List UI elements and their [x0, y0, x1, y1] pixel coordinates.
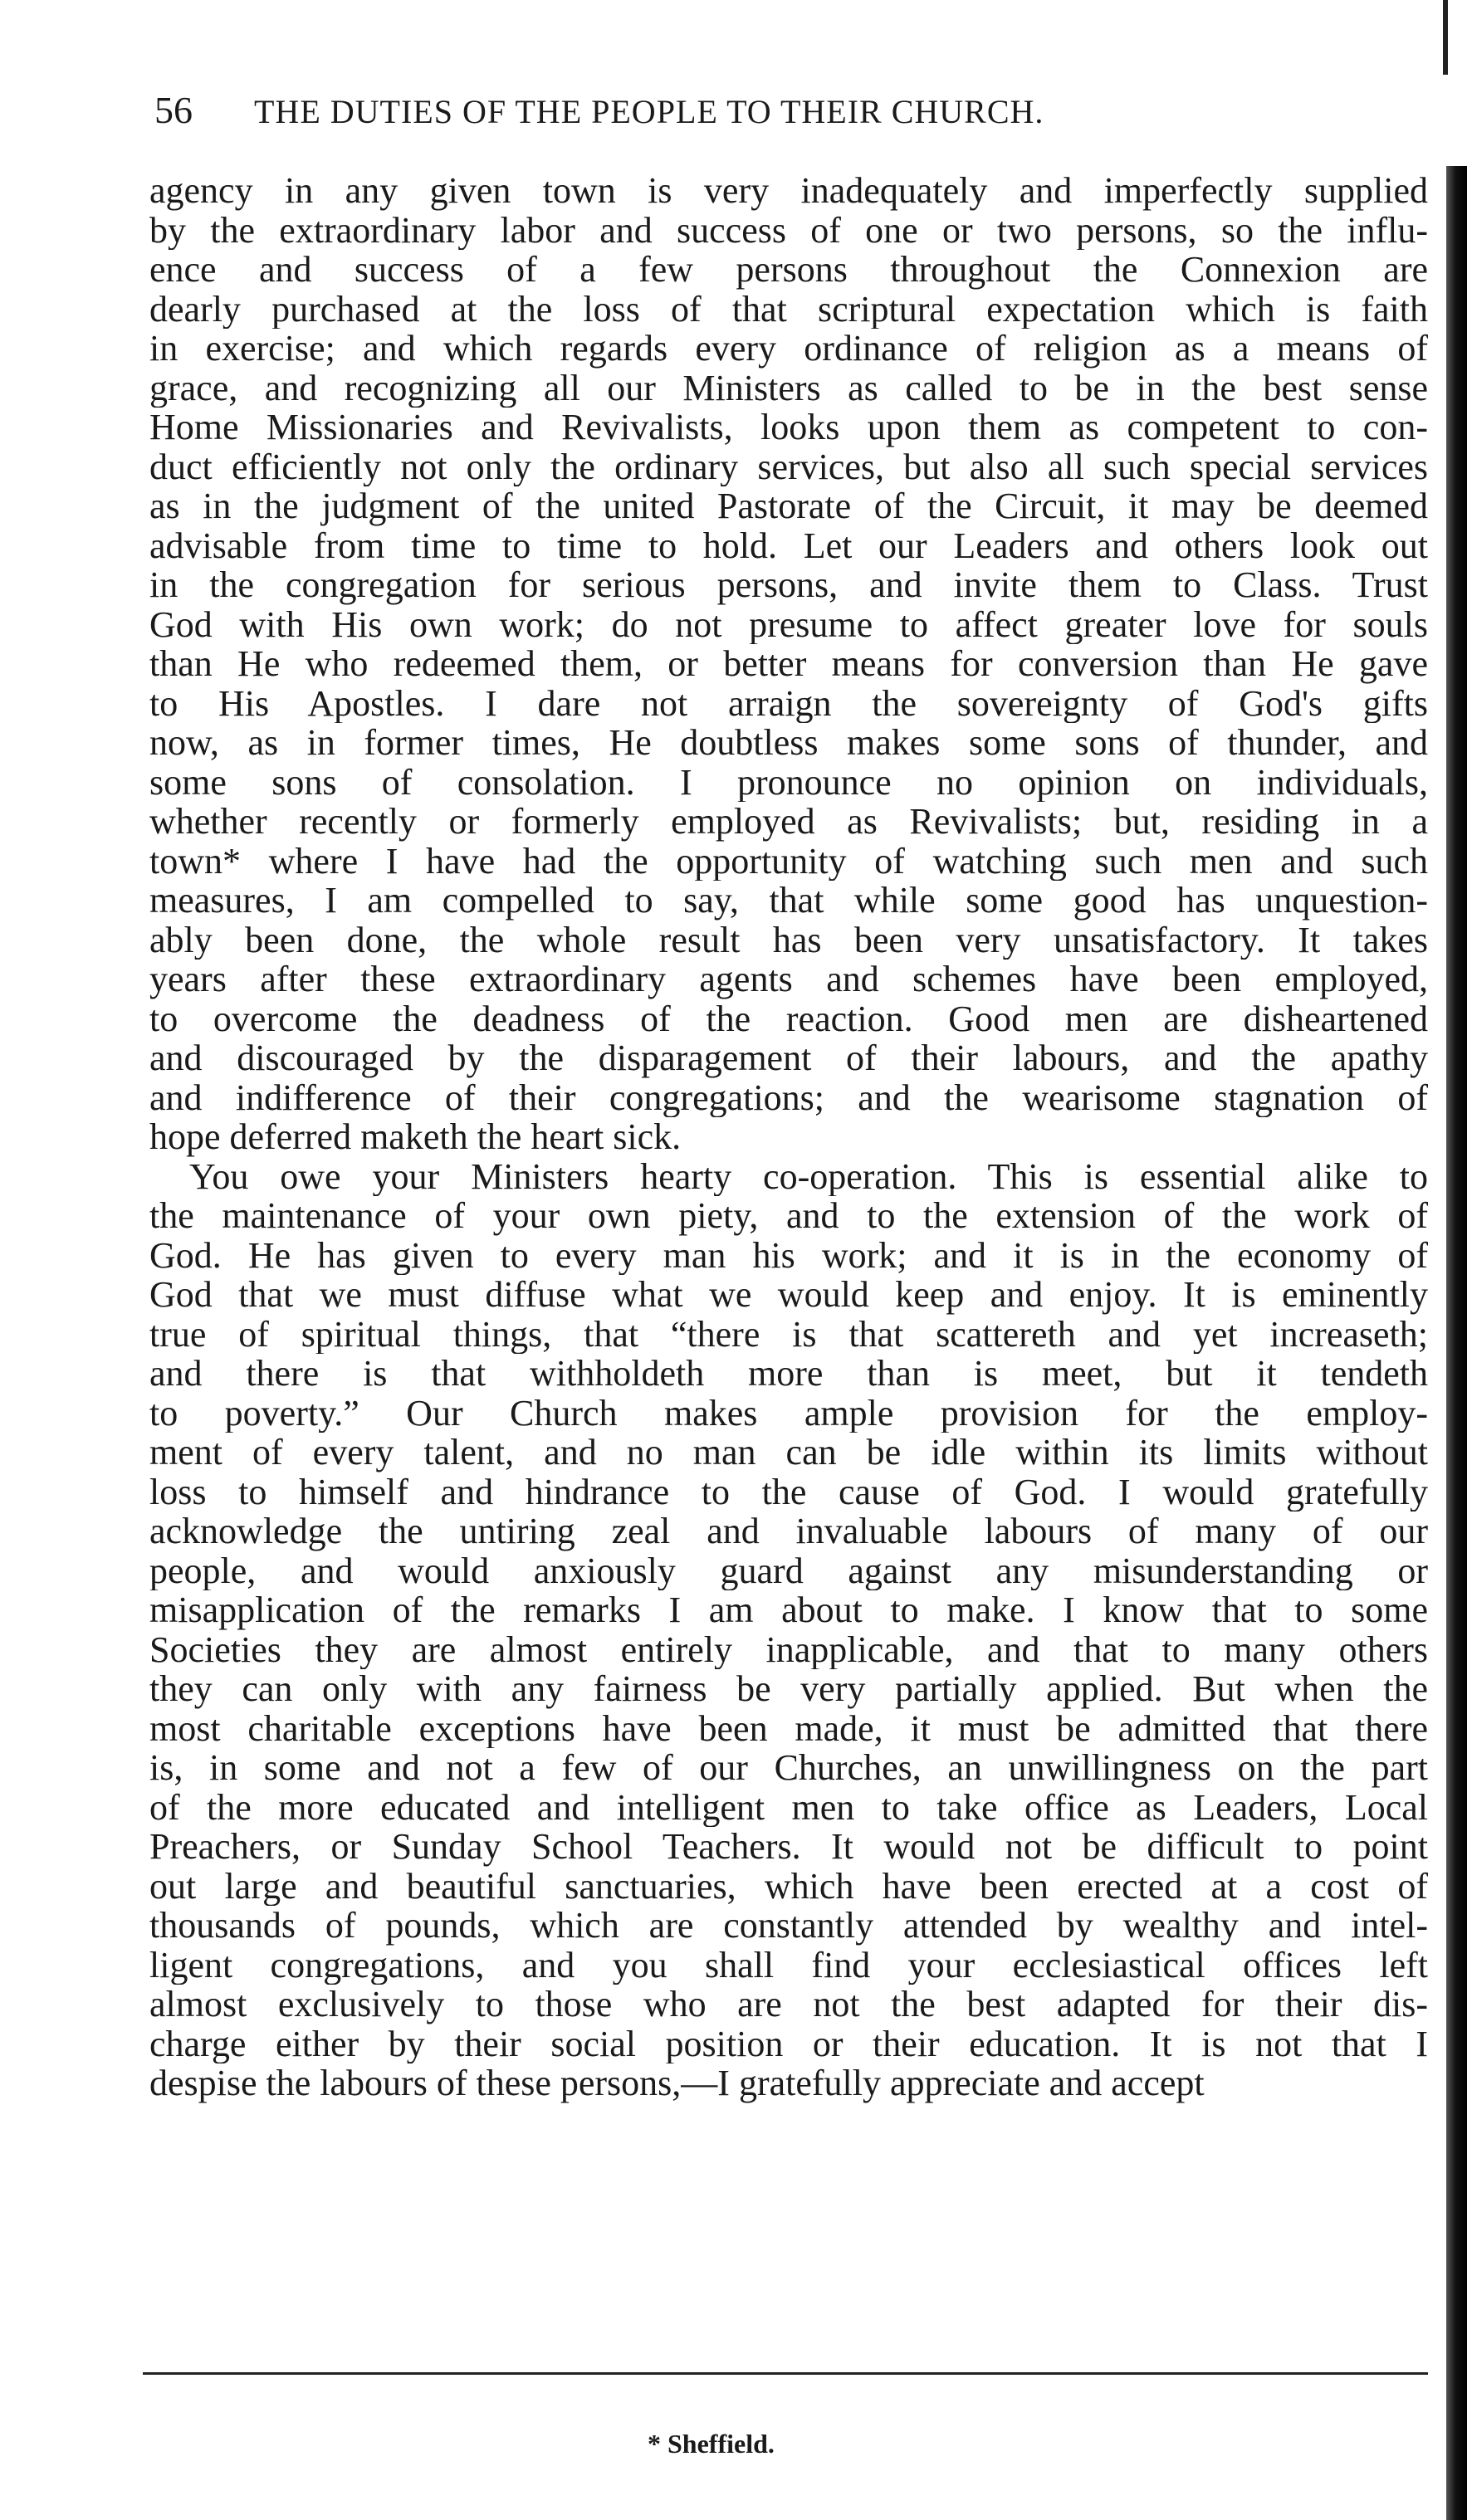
text-line: town* where I have had the opportunity of watching such men and such: [149, 841, 1428, 881]
text-line: loss to himself and hindrance to the cause of God. I would gratefully: [149, 1472, 1428, 1512]
text-line: and indifference of their congregations; and the wearisome stagnation of: [149, 1077, 1428, 1117]
text-line: now, as in former times, He doubtless makes some sons of thunder, and: [149, 723, 1428, 763]
text-line: You owe your Ministers hearty co-operation. This is essential alike to: [189, 1156, 1428, 1196]
text-line: of the more educated and intelligent men to take office as Leaders, Local: [149, 1787, 1428, 1827]
text-line: hope deferred maketh the heart sick.: [149, 1117, 682, 1157]
text-line: Home Missionaries and Revivalists, looks upon them as competent to con-: [149, 408, 1428, 447]
text-line: true of spiritual things, that “there is that scattereth and yet increaseth;: [149, 1314, 1428, 1354]
text-line: than He who redeemed them, or better means for conversion than He gave: [149, 644, 1428, 684]
text-line: people, and would anxiously guard against any misunderstanding or: [149, 1551, 1428, 1590]
text-line: is, in some and not a few of our Churches, an unwillingness on the part: [149, 1748, 1428, 1788]
text-line: ably been done, the whole result has been very unsatisfactory. It takes: [149, 920, 1428, 960]
text-line: by the extraordinary labor and success of one or two persons, so the influ-: [149, 210, 1428, 250]
text-line: misapplication of the remarks I am about to make. I know that to some: [149, 1590, 1428, 1630]
text-line: and there is that withholdeth more than is meet, but it tendeth: [149, 1354, 1428, 1394]
text-line: acknowledge the untiring zeal and invaluable labours of many of our: [149, 1512, 1428, 1551]
text-line: some sons of consolation. I pronounce no opinion on individuals,: [149, 762, 1428, 802]
text-line: God with His own work; do not presume to affect greater love for souls: [149, 604, 1428, 644]
page-number: 56: [154, 89, 193, 131]
footnote-rule: [143, 2372, 1428, 2375]
text-line: ment of every talent, and no man can be idle within its limits without: [149, 1433, 1428, 1472]
running-head: THE DUTIES OF THE PEOPLE TO THEIR CHURCH.: [254, 93, 1044, 130]
text-line: agency in any given town is very inadequately and imperfectly supplied: [149, 171, 1428, 211]
text-line: to overcome the deadness of the reaction. Good men are disheartened: [149, 999, 1428, 1038]
text-line: as in the judgment of the united Pastorate of the Circuit, it may be deemed: [149, 486, 1428, 526]
text-line: most charitable exceptions have been made, it must be admitted that there: [149, 1708, 1428, 1748]
text-line: in the congregation for serious persons, and invite them to Class. Trust: [149, 565, 1428, 605]
text-line: Preachers, or Sunday School Teachers. It would not be difficult to point: [149, 1827, 1428, 1867]
text-line: ence and success of a few persons throughout the Connexion are: [149, 250, 1428, 290]
text-line: to His Apostles. I dare not arraign the sovereignty of God's gifts: [149, 683, 1428, 723]
text-line: and discouraged by the disparagement of their labours, and the apathy: [149, 1038, 1428, 1078]
text-line: they can only with any fairness be very partially applied. But when the: [149, 1669, 1428, 1709]
text-line: charge either by their social position or their education. It is not that I: [149, 2024, 1428, 2063]
text-line: out large and beautiful sanctuaries, which have been erected at a cost of: [149, 1866, 1428, 1906]
text-line: dearly purchased at the loss of that scriptural expectation which is faith: [149, 289, 1428, 329]
page-header: [154, 88, 1416, 146]
text-line: duct efficiently not only the ordinary services, but also all such special services: [149, 447, 1428, 486]
text-line: despise the labours of these persons,—I gratefully appreciate and accept: [149, 2063, 1205, 2103]
text-line: God. He has given to every man his work; and it is in the economy of: [149, 1235, 1428, 1275]
text-line: the maintenance of your own piety, and to the extension of the work of: [149, 1196, 1428, 1236]
text-line: whether recently or formerly employed as Revivalists; but, residing in a: [149, 802, 1428, 842]
text-line: grace, and recognizing all our Ministers as called to be in the best sense: [149, 368, 1428, 408]
text-line: years after these extraordinary agents and schemes have been employed,: [149, 960, 1428, 999]
text-line: in exercise; and which regards every ordinance of religion as a means of: [149, 329, 1428, 369]
text-line: thousands of pounds, which are constantly attended by wealthy and intel-: [149, 1906, 1428, 1946]
text-line: almost exclusively to those who are not the best adapted for their dis-: [149, 1985, 1428, 2024]
text-line: to poverty.” Our Church makes ample provision for the employ-: [149, 1393, 1428, 1433]
footnote: * Sheffield.: [648, 2429, 775, 2459]
page-edge-mark: [1443, 0, 1448, 75]
text-line: God that we must diffuse what we would keep and enjoy. It is eminently: [149, 1275, 1428, 1315]
text-line: measures, I am compelled to say, that while some good has unquestion-: [149, 881, 1428, 921]
binding-shadow: [1446, 166, 1467, 2520]
text-line: ligent congregations, and you shall find your ecclesiastical offices left: [149, 1945, 1428, 1985]
text-line: advisable from time to time to hold. Let our Leaders and others look out: [149, 525, 1428, 565]
text-line: Societies they are almost entirely inapplicable, and that to many others: [149, 1629, 1428, 1669]
body-text: [149, 171, 1428, 2103]
